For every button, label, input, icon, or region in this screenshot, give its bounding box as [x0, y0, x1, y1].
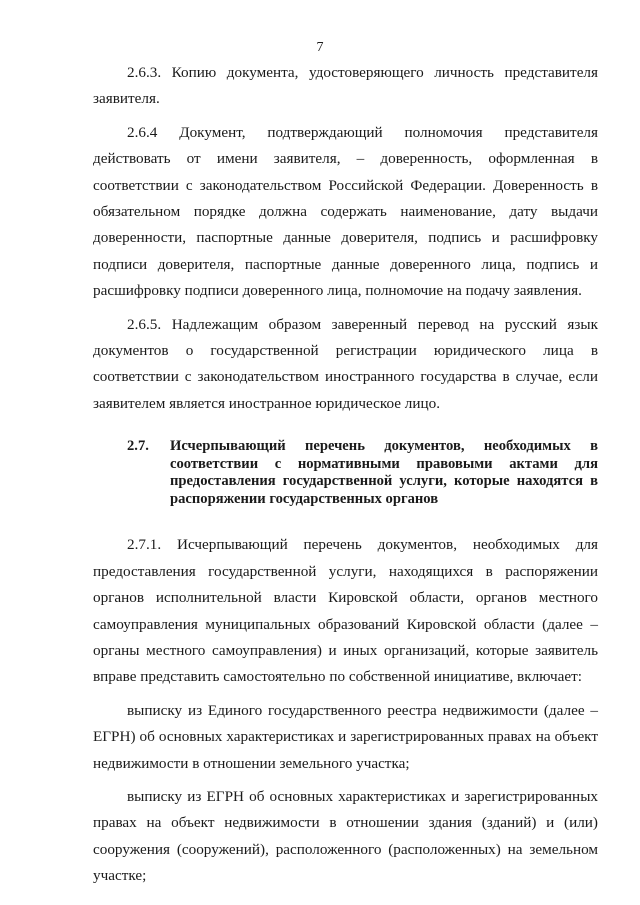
- paragraph-2-7-1: 2.7.1. Исчерпывающий перечень документов, необходимых для предоставления государственной услуги, находящихся в распоряжении органов исполнительной власти Кировской области, органов местного самоуправления муниципальных образований Кировской области (далее – органы местного самоуправления) и иных организаций, которые заявитель вправе представить самостоятельно по собственной инициативе, включает:: [93, 536, 598, 686]
- section-title: Исчерпывающий перечень документов, необходимых в соответствии с нормативными правовыми актами для предоставления государственной услуги, которые находятся в распоряжении государственных органов: [170, 438, 598, 507]
- paragraph-2-6-4: 2.6.4 Документ, подтверждающий полномочия представителя действовать от имени заявителя, – доверенность, оформленная в соответствии с законодательством Российской Федерации. Доверенность в обязательном порядке должна содержать наименование, дату выдачи доверенности, паспортные данные доверителя, подпись и расшифровку подписи доверителя, паспортные данные доверенного лица, подпись и расшифровку подписи доверенного лица, полномочие на подачу заявления.: [93, 123, 598, 300]
- section-heading-2-7: [93, 438, 598, 508]
- paragraph-2-6-5: 2.6.5. Надлежащим образом заверенный перевод на русский язык документов о государственной регистрации юридического лица в соответствии с законодательством иностранного государства в случае, если заявителем является иностранное юридическое лицо.: [93, 315, 598, 412]
- list-item-egrn-land: выписку из Единого государственного реестра недвижимости (далее – ЕГРН) об основных характеристиках и зарегистрированных правах на объект недвижимости в отношении земельного участка;: [93, 701, 598, 772]
- list-item-egrn-buildings: выписку из ЕГРН об основных характеристиках и зарегистрированных правах на объект недвижимости в отношении здания (зданий) и (или) сооружения (сооружений), расположенного (расположенных) на земельном участке;: [93, 787, 598, 885]
- page-number: 7: [316, 40, 324, 55]
- paragraph-2-6-3: 2.6.3. Копию документа, удостоверяющего личность представителя заявителя.: [93, 64, 598, 108]
- document-body: [93, 60, 598, 890]
- section-number: 2.7.: [127, 438, 149, 455]
